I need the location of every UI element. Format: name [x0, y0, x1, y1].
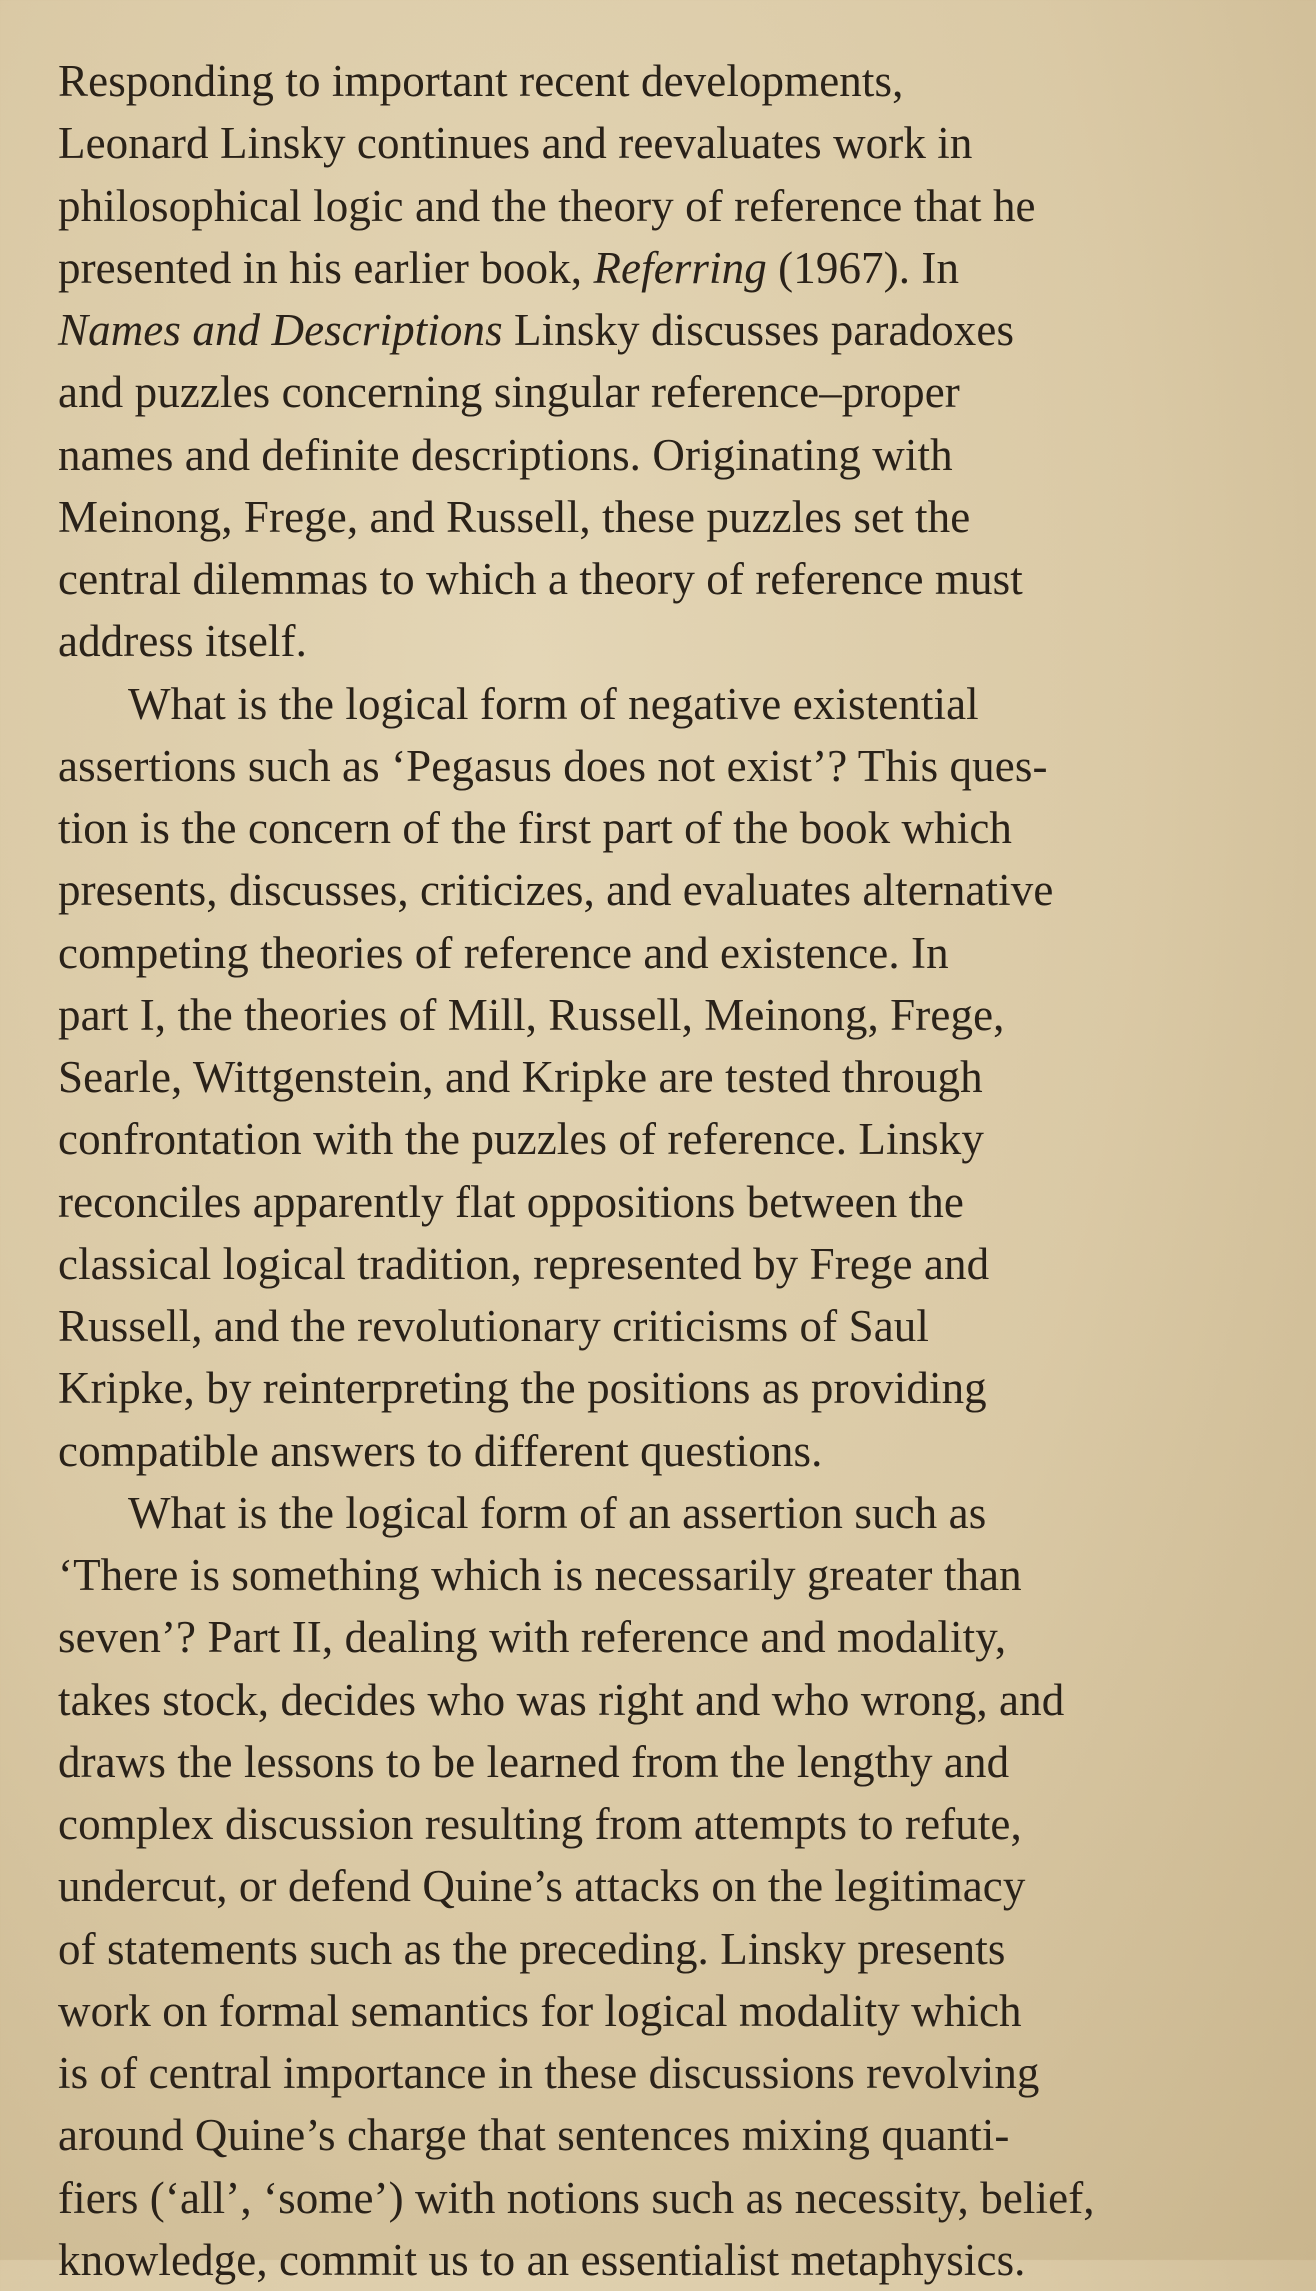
text-line: ‘There is something which is necessarily greater than [58, 1550, 1022, 1600]
text-run: (1967). In [766, 242, 960, 293]
text-line: knowledge, commit us to an essentialist metaphysics. [58, 2234, 1026, 2285]
text-run: Linsky discusses paradoxes [502, 305, 1015, 355]
text-line: tion is the concern of the first part of the book which [58, 803, 1012, 853]
text-line [58, 299, 1283, 361]
text-line: central dilemmas to which a theory of reference must [58, 554, 1023, 604]
text-line: philosophical logic and the theory of reference that he [58, 180, 1036, 231]
text-line: classical logical tradition, represented by Frege and [58, 1238, 990, 1289]
text-line: Searle, Wittgenstein, and Kripke are tested through [58, 1052, 983, 1102]
text-line: confrontation with the puzzles of reference. Linsky [58, 1114, 984, 1165]
paragraph-3 [58, 1482, 1283, 2291]
text-line: around Quine’s charge that sentences mixing quanti- [58, 2110, 1010, 2161]
text-line: draws the lessons to be learned from the lengthy and [58, 1736, 1010, 1787]
text-line: and puzzles concerning singular reference–proper [58, 367, 960, 418]
jacket-text [58, 50, 1283, 2291]
text-line: fiers (‘all’, ‘some’) with notions such as necessity, belief, [58, 2172, 1095, 2223]
text-line: takes stock, decides who was right and who wrong, and [58, 1674, 1065, 1725]
text-line: seven’? Part II, dealing with reference and modality, [58, 1612, 1007, 1663]
text-run: presented in his earlier book, [58, 242, 594, 293]
text-line: work on formal semantics for logical modality which [58, 1985, 1022, 2036]
book-title-referring: Referring [593, 242, 767, 293]
text-line: Leonard Linsky continues and reevaluates work in [58, 118, 973, 169]
paragraph-2 [58, 673, 1283, 1482]
text-line: complex discussion resulting from attempts to refute, [58, 1799, 1022, 1849]
text-line: Meinong, Frege, and Russell, these puzzles set the [58, 491, 971, 542]
text-line: undercut, or defend Quine’s attacks on the legitimacy [58, 1861, 1026, 1912]
text-line: compatible answers to different questions. [58, 1425, 823, 1476]
text-line: Responding to important recent developments, [58, 56, 904, 106]
text-line: assertions such as ‘Pegasus does not exist’? This ques- [58, 740, 1048, 791]
text-line: What is the logical form of an assertion such as [128, 1487, 987, 1538]
text-line: names and definite descriptions. Originating with [58, 429, 953, 480]
text-line: Russell, and the revolutionary criticisms of Saul [58, 1301, 929, 1351]
text-line: of statements such as the preceding. Linsky presents [58, 1923, 1006, 1974]
text-line: part I, the theories of Mill, Russell, Meinong, Frege, [58, 989, 1005, 1040]
text-line [58, 237, 1283, 299]
text-line: reconciles apparently flat oppositions between the [58, 1176, 964, 1227]
text-line: Kripke, by reinterpreting the positions as providing [58, 1363, 987, 1414]
text-line: is of central importance in these discussions revolving [58, 2048, 1040, 2098]
text-line: What is the logical form of negative existential [128, 678, 979, 729]
text-line: competing theories of reference and existence. In [58, 927, 949, 978]
text-line: presents, discusses, criticizes, and evaluates alternative [58, 865, 1054, 916]
paragraph-1 [58, 50, 1283, 673]
text-line: address itself. [58, 616, 307, 667]
book-title-names-and-descriptions: Names and Descriptions [58, 305, 503, 355]
